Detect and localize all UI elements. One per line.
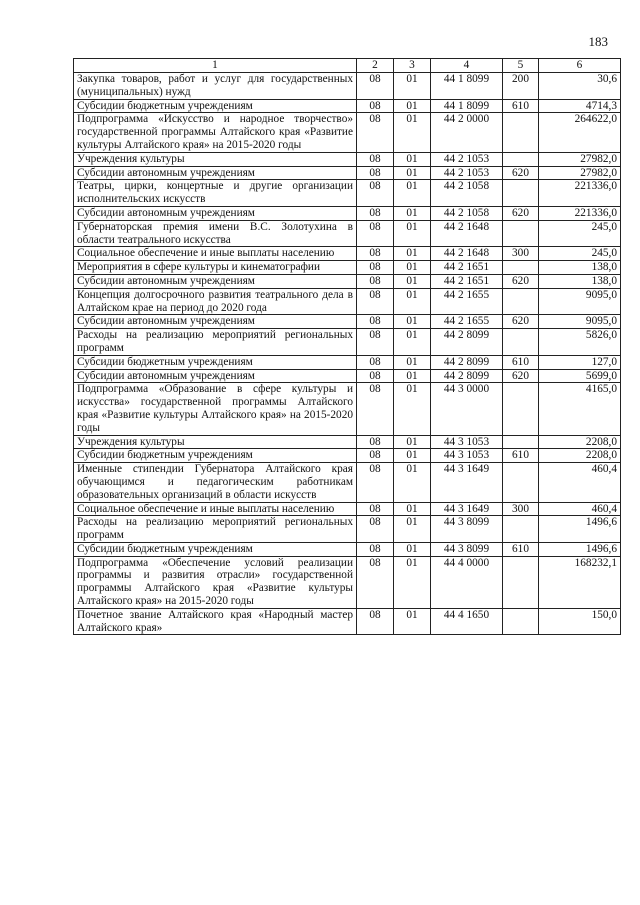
row-code: 44 3 1053 [431,449,503,463]
column-header-name: 1 [74,59,357,73]
row-code: 44 2 1648 [431,220,503,247]
row-code: 44 4 0000 [431,556,503,608]
row-type: 200 [503,73,539,100]
row-section: 08 [357,274,394,288]
row-section: 08 [357,288,394,315]
column-header-type: 5 [503,59,539,73]
row-amount: 168232,1 [539,556,621,608]
row-name: Субсидии автономным учреждениям [74,274,357,288]
row-section: 08 [357,516,394,543]
row-type: 610 [503,355,539,369]
row-subsection: 01 [394,274,431,288]
table-row [74,516,621,543]
row-name: Социальное обеспечение и иные выплаты населению [74,502,357,516]
row-amount: 27982,0 [539,166,621,180]
row-code: 44 3 8099 [431,542,503,556]
row-amount: 264622,0 [539,113,621,152]
row-subsection: 01 [394,261,431,275]
row-section: 08 [357,355,394,369]
table-row [74,220,621,247]
row-section: 08 [357,449,394,463]
row-type: 620 [503,166,539,180]
row-amount: 245,0 [539,220,621,247]
row-section: 08 [357,220,394,247]
row-subsection: 01 [394,315,431,329]
row-section: 08 [357,261,394,275]
row-type: 620 [503,369,539,383]
table-row [74,113,621,152]
row-code: 44 2 0000 [431,113,503,152]
row-subsection: 01 [394,220,431,247]
row-name: Подпрограмма «Искусство и народное творчество» государственной программы Алтайского края «Развитие культуры Алтайского края» на 2015-2020 годы [74,113,357,152]
row-name: Расходы на реализацию мероприятий региональных программ [74,329,357,356]
row-amount: 460,4 [539,463,621,502]
row-amount: 138,0 [539,261,621,275]
row-code: 44 3 1649 [431,502,503,516]
row-amount: 1496,6 [539,516,621,543]
row-type [503,261,539,275]
row-type [503,608,539,635]
row-amount: 460,4 [539,502,621,516]
row-type [503,288,539,315]
row-amount: 9095,0 [539,315,621,329]
row-name: Учреждения культуры [74,152,357,166]
row-subsection: 01 [394,288,431,315]
row-name: Закупка товаров, работ и услуг для государственных (муниципальных) нужд [74,73,357,100]
row-section: 08 [357,463,394,502]
row-code: 44 3 1649 [431,463,503,502]
row-code: 44 2 8099 [431,369,503,383]
row-section: 08 [357,166,394,180]
table-row [74,166,621,180]
row-amount: 30,6 [539,73,621,100]
row-code: 44 3 0000 [431,383,503,435]
row-section: 08 [357,247,394,261]
row-amount: 5699,0 [539,369,621,383]
row-code: 44 3 8099 [431,516,503,543]
row-type: 610 [503,449,539,463]
row-section: 08 [357,435,394,449]
row-type [503,220,539,247]
row-section: 08 [357,180,394,207]
row-amount: 2208,0 [539,449,621,463]
row-type [503,152,539,166]
row-code: 44 2 1648 [431,247,503,261]
row-subsection: 01 [394,516,431,543]
row-type [503,113,539,152]
row-type [503,329,539,356]
row-type [503,556,539,608]
row-type [503,463,539,502]
row-code: 44 4 1650 [431,608,503,635]
column-header-amount: 6 [539,59,621,73]
row-type: 620 [503,274,539,288]
row-subsection: 01 [394,463,431,502]
row-subsection: 01 [394,152,431,166]
row-amount: 5826,0 [539,329,621,356]
row-amount: 2208,0 [539,435,621,449]
row-section: 08 [357,99,394,113]
row-name: Субсидии автономным учреждениям [74,315,357,329]
row-subsection: 01 [394,608,431,635]
header-row [74,59,621,73]
row-type: 300 [503,502,539,516]
row-amount: 150,0 [539,608,621,635]
row-code: 44 2 1651 [431,261,503,275]
row-amount: 4714,3 [539,99,621,113]
table-row [74,608,621,635]
table-row [74,288,621,315]
row-code: 44 2 1651 [431,274,503,288]
row-section: 08 [357,369,394,383]
row-code: 44 3 1053 [431,435,503,449]
row-section: 08 [357,152,394,166]
table-body [74,73,621,635]
column-header-subsection: 3 [394,59,431,73]
row-name: Субсидии бюджетным учреждениям [74,542,357,556]
table-row [74,329,621,356]
row-type [503,435,539,449]
row-code: 44 2 1053 [431,166,503,180]
row-subsection: 01 [394,502,431,516]
budget-table [73,58,621,635]
row-subsection: 01 [394,113,431,152]
table-row [74,369,621,383]
row-name: Учреждения культуры [74,435,357,449]
row-section: 08 [357,502,394,516]
row-name: Театры, цирки, концертные и другие организации исполнительских искусств [74,180,357,207]
row-subsection: 01 [394,435,431,449]
row-code: 44 2 8099 [431,355,503,369]
row-subsection: 01 [394,73,431,100]
table-row [74,355,621,369]
row-subsection: 01 [394,556,431,608]
row-type [503,516,539,543]
row-amount: 27982,0 [539,152,621,166]
row-name: Концепция долгосрочного развития театрального дела в Алтайском крае на период до 2020 года [74,288,357,315]
row-code: 44 2 1655 [431,315,503,329]
row-subsection: 01 [394,99,431,113]
row-amount: 127,0 [539,355,621,369]
table-row [74,99,621,113]
row-type: 620 [503,206,539,220]
row-code: 44 1 8099 [431,99,503,113]
row-amount: 1496,6 [539,542,621,556]
table-row [74,180,621,207]
row-section: 08 [357,542,394,556]
row-type: 610 [503,99,539,113]
row-name: Субсидии автономным учреждениям [74,206,357,220]
row-subsection: 01 [394,180,431,207]
row-name: Губернаторская премия имени В.С. Золотухина в области театрального искусства [74,220,357,247]
row-name: Именные стипендии Губернатора Алтайского края обучающимся и педагогическим работникам образовательных организаций в области искусств [74,463,357,502]
row-code: 44 2 1058 [431,180,503,207]
row-section: 08 [357,73,394,100]
column-header-code: 4 [431,59,503,73]
table-row [74,247,621,261]
row-subsection: 01 [394,247,431,261]
page-number: 183 [588,34,608,49]
table-row [74,383,621,435]
row-section: 08 [357,608,394,635]
row-name: Субсидии автономным учреждениям [74,166,357,180]
row-type: 620 [503,315,539,329]
row-name: Подпрограмма «Образование в сфере культуры и искусства» государственной программы Алтайского края «Развитие культуры Алтайского края» на 2015-2020 годы [74,383,357,435]
row-name: Субсидии автономным учреждениям [74,369,357,383]
row-name: Почетное звание Алтайского края «Народный мастер Алтайского края» [74,608,357,635]
row-code: 44 2 1058 [431,206,503,220]
row-section: 08 [357,383,394,435]
row-subsection: 01 [394,329,431,356]
row-amount: 9095,0 [539,288,621,315]
column-header-section: 2 [357,59,394,73]
row-name: Подпрограмма «Обеспечение условий реализации программы и развития отрасли» государственной программы Алтайского края «Развитие культуры Алтайского края» на 2015-2020 годы [74,556,357,608]
table-row [74,261,621,275]
row-code: 44 2 8099 [431,329,503,356]
row-name: Субсидии бюджетным учреждениям [74,449,357,463]
row-subsection: 01 [394,542,431,556]
table-row [74,502,621,516]
table-row [74,206,621,220]
row-amount: 138,0 [539,274,621,288]
row-name: Мероприятия в сфере культуры и кинематографии [74,261,357,275]
table-row [74,463,621,502]
row-type [503,180,539,207]
table-row [74,435,621,449]
row-code: 44 2 1655 [431,288,503,315]
row-amount: 245,0 [539,247,621,261]
row-amount: 221336,0 [539,180,621,207]
row-type [503,383,539,435]
row-section: 08 [357,556,394,608]
table-row [74,73,621,100]
row-type: 300 [503,247,539,261]
table-row [74,315,621,329]
row-subsection: 01 [394,355,431,369]
row-section: 08 [357,329,394,356]
row-code: 44 2 1053 [431,152,503,166]
row-section: 08 [357,206,394,220]
row-name: Социальное обеспечение и иные выплаты населению [74,247,357,261]
row-name: Субсидии бюджетным учреждениям [74,355,357,369]
row-subsection: 01 [394,166,431,180]
row-subsection: 01 [394,383,431,435]
row-name: Субсидии бюджетным учреждениям [74,99,357,113]
row-amount: 221336,0 [539,206,621,220]
table-row [74,274,621,288]
row-section: 08 [357,113,394,152]
table-row [74,152,621,166]
row-subsection: 01 [394,449,431,463]
row-amount: 4165,0 [539,383,621,435]
row-subsection: 01 [394,369,431,383]
row-subsection: 01 [394,206,431,220]
table-row [74,556,621,608]
row-type: 610 [503,542,539,556]
table-row [74,542,621,556]
table-row [74,449,621,463]
row-section: 08 [357,315,394,329]
row-code: 44 1 8099 [431,73,503,100]
row-name: Расходы на реализацию мероприятий региональных программ [74,516,357,543]
